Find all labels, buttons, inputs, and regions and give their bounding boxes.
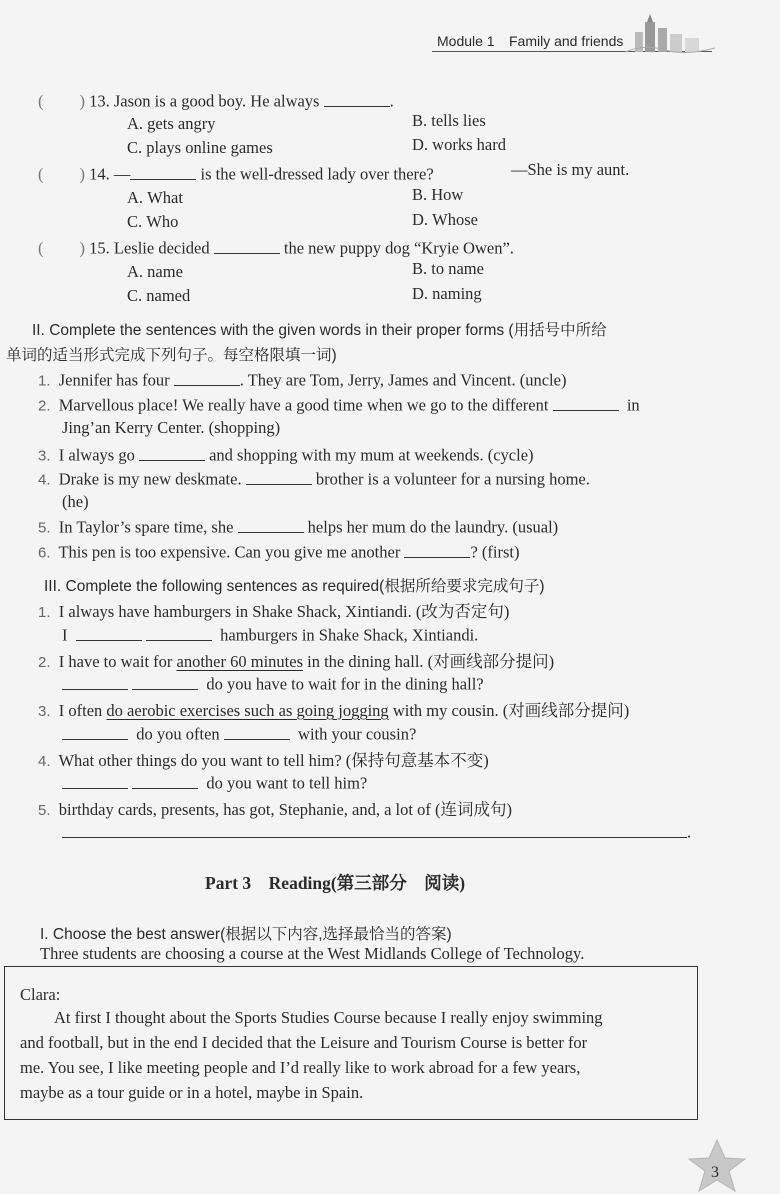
city-skyline-icon: [625, 14, 720, 54]
header-module: Module 1: [437, 33, 495, 49]
question-stem-end: the new puppy dog “Kryie Owen”.: [283, 238, 514, 258]
section-2-title: II. Complete the sentences with the given words in their proper forms (用括号中所给: [32, 322, 607, 339]
option-d[interactable]: D. Whose: [412, 210, 478, 229]
question-stem: Leslie decided: [113, 238, 210, 258]
answer-bracket-left: (: [38, 238, 44, 258]
option-a[interactable]: A. gets angry: [127, 114, 216, 133]
s3-item-5-answer: .: [62, 820, 691, 843]
answer-blank[interactable]: [76, 623, 142, 641]
option-a[interactable]: A. What: [127, 188, 183, 207]
answer-blank[interactable]: [132, 771, 198, 789]
answer-blank[interactable]: [132, 672, 198, 690]
answer-bracket-right: ): [79, 238, 85, 258]
answer-blank[interactable]: [238, 515, 304, 533]
s3-item-3: 3. I often do aerobic exercises such as going jogging with my cousin. (对画线部分提问): [38, 701, 630, 720]
passage-speaker: Clara:: [20, 985, 61, 1004]
question-stem-start: —: [113, 164, 131, 184]
question-14: [38, 162, 434, 185]
s2-item-1: 1. Jennifer has four . They are Tom, Jerry, James and Vincent. (uncle): [38, 368, 566, 391]
underlined-phrase: another 60 minutes: [176, 652, 303, 671]
reading-intro: Three students are choosing a course at the West Midlands College of Technology.: [40, 944, 585, 963]
answer-blank[interactable]: [62, 672, 128, 690]
answer-blank[interactable]: [246, 467, 312, 485]
question-stem-end: .: [389, 91, 394, 111]
question-number: 13.: [89, 91, 110, 111]
s3-item-2: 2. I have to wait for another 60 minutes in the dining hall. (对画线部分提问): [38, 652, 555, 671]
option-d[interactable]: D. works hard: [412, 135, 506, 154]
s3-item-4: 4. What other things do you want to tell him? (保持句意基本不变): [38, 751, 489, 770]
s3-item-3-answer: do you often with your cousin?: [62, 722, 416, 745]
answer-bracket-right: ): [79, 164, 85, 184]
answer-line[interactable]: [62, 820, 687, 838]
question-stem: is the well-dressed lady over there?: [200, 164, 434, 184]
s2-item-3: 3. I always go and shopping with my mum at weekends. (cycle): [38, 443, 534, 466]
question-number: 14.: [89, 164, 110, 184]
answer-bracket-left: (: [38, 91, 44, 111]
s2-item-2: 2. Marvellous place! We really have a good time when we go to the different in: [38, 393, 640, 416]
answer-blank[interactable]: [404, 540, 470, 558]
answer-blank[interactable]: [224, 722, 290, 740]
answer-bracket-left: (: [38, 164, 44, 184]
section-2-title-cont: 单词的适当形式完成下列句子。每空格限填一词): [6, 347, 337, 364]
answer-blank[interactable]: [146, 623, 212, 641]
passage-line-2: and football, but in the end I decided that the Leisure and Tourism Course is better for: [20, 1033, 588, 1052]
page-number: 3: [711, 1164, 719, 1181]
answer-blank[interactable]: [130, 162, 196, 180]
part-3-title: Part 3 Reading(第三部分 阅读): [205, 873, 466, 893]
option-a[interactable]: A. name: [127, 262, 183, 281]
answer-blank[interactable]: [62, 771, 128, 789]
answer-blank[interactable]: [174, 368, 240, 386]
answer-blank[interactable]: [324, 89, 390, 107]
option-d[interactable]: D. naming: [412, 284, 482, 303]
header-title: Family and friends: [509, 33, 624, 49]
s2-item-4-cont: (he): [62, 492, 89, 511]
answer-blank[interactable]: [139, 443, 205, 461]
reading-instruction: I. Choose the best answer(根据以下内容,选择最恰当的答案): [40, 926, 452, 943]
option-b[interactable]: B. How: [412, 185, 464, 204]
dialogue-answer: —She is my aunt.: [511, 160, 630, 179]
question-13: [38, 89, 394, 112]
s3-item-2-answer: do you have to wait for in the dining hall?: [62, 672, 484, 695]
answer-blank[interactable]: [214, 236, 280, 254]
question-15: [38, 236, 514, 259]
underlined-phrase: do aerobic exercises such as going jogging: [106, 701, 389, 720]
question-stem: Jason is a good boy. He always: [113, 91, 320, 111]
answer-bracket-right: ): [79, 91, 85, 111]
s3-item-4-answer: do you want to tell him?: [62, 771, 367, 794]
answer-blank[interactable]: [553, 393, 619, 411]
passage-line-3: me. You see, I like meeting people and I’d really like to work abroad for a few years,: [20, 1058, 581, 1077]
s2-item-5: 5. In Taylor’s spare time, she helps her mum do the laundry. (usual): [38, 515, 558, 538]
s2-item-6: 6. This pen is too expensive. Can you give me another ? (first): [38, 540, 519, 563]
s2-item-4: 4. Drake is my new deskmate. brother is a volunteer for a nursing home.: [38, 467, 590, 490]
option-b[interactable]: B. to name: [412, 259, 484, 278]
passage-line-4: maybe as a tour guide or in a hotel, maybe in Spain.: [20, 1083, 364, 1102]
s3-item-1-answer: I hamburgers in Shake Shack, Xintiandi.: [62, 623, 478, 646]
section-3-title: III. Complete the following sentences as required(根据所给要求完成句子): [44, 578, 545, 595]
option-c[interactable]: C. Who: [127, 212, 179, 231]
option-c[interactable]: C. named: [127, 286, 191, 305]
question-number: 15.: [89, 238, 110, 258]
s3-item-1: 1. I always have hamburgers in Shake Shack, Xintiandi. (改为否定句): [38, 602, 510, 621]
option-c[interactable]: C. plays online games: [127, 138, 273, 157]
passage-line-1: At first I thought about the Sports Studies Course because I really enjoy swimming: [54, 1008, 603, 1027]
s3-item-5: 5. birthday cards, presents, has got, Stephanie, and, a lot of (连词成句): [38, 800, 512, 819]
s2-item-2-cont: Jing’an Kerry Center. (shopping): [62, 418, 281, 437]
option-b[interactable]: B. tells lies: [412, 111, 486, 130]
answer-blank[interactable]: [62, 722, 128, 740]
